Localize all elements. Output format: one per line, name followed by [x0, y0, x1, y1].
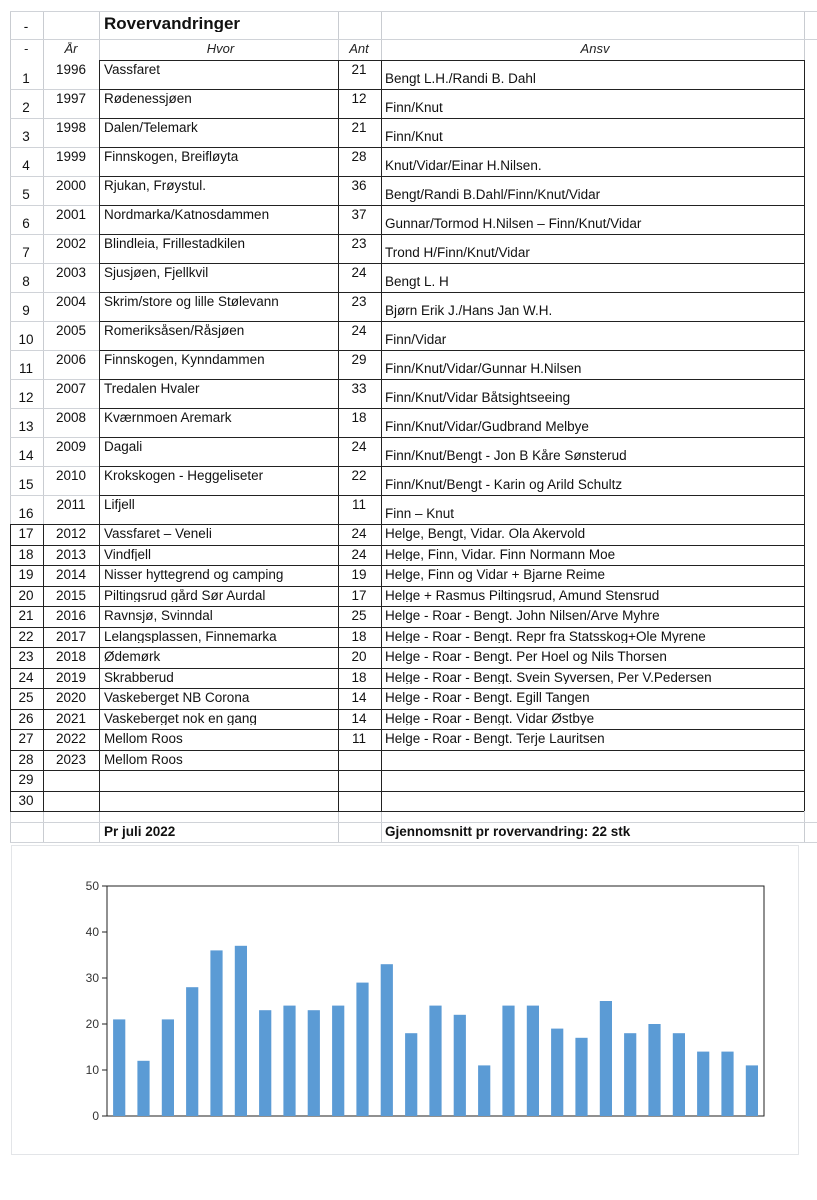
row-location: Rjukan, Frøystul. — [104, 179, 207, 193]
bar-2015 — [575, 1038, 587, 1116]
row-location: Rødenessjøen — [104, 92, 192, 106]
row-location: Vaskeberget nok en gang — [104, 711, 257, 725]
bar-2004 — [308, 1010, 320, 1116]
row-location: Vaskeberget NB Corona — [104, 691, 250, 705]
row-year: 2012 — [55, 527, 87, 541]
row-number: 10 — [18, 333, 34, 347]
bar-2011 — [478, 1065, 490, 1116]
bar-1996 — [113, 1019, 125, 1116]
row-year: 2018 — [55, 650, 87, 664]
grid-line-h — [10, 234, 99, 235]
row-count: 36 — [351, 179, 367, 193]
row-responsible: Helge, Finn, Vidar. Finn Normann Moe — [385, 547, 616, 561]
y-tick-label: 50 — [85, 879, 99, 893]
grid-line-h — [10, 466, 99, 467]
grid-line-h — [99, 60, 804, 61]
grid-line-h — [10, 39, 817, 40]
row-responsible: Finn/Knut/Bengt - Jon B Kåre Sønsterud — [385, 449, 627, 463]
row-location: Blindleia, Frillestadkilen — [104, 237, 246, 251]
row-location: Vassfaret — [104, 63, 161, 77]
bar-1997 — [137, 1061, 149, 1116]
row-year: 2023 — [55, 752, 87, 766]
row-count: 22 — [351, 469, 367, 483]
row-number: 14 — [18, 449, 34, 463]
bar-1999 — [186, 987, 198, 1116]
row-year: 1998 — [55, 121, 87, 135]
row-year: 2009 — [55, 440, 87, 454]
grid-line-h — [10, 688, 804, 689]
grid-line-h — [99, 176, 804, 177]
bar-chart — [11, 845, 799, 1155]
grid-line-h — [10, 668, 804, 669]
grid-line-h — [10, 586, 804, 587]
footer-date: Pr juli 2022 — [104, 825, 176, 839]
row-count: 25 — [351, 609, 367, 623]
grid-line-h — [10, 11, 817, 12]
bar-2012 — [502, 1006, 514, 1116]
row-number: 24 — [18, 670, 34, 684]
row-responsible: Knut/Vidar/Einar H.Nilsen. — [385, 159, 542, 173]
row-responsible: Helge - Roar - Bengt. Terje Lauritsen — [385, 732, 605, 746]
row-number: 5 — [22, 188, 30, 202]
row-year: 2016 — [55, 609, 87, 623]
row-number: 26 — [18, 711, 34, 725]
bar-2017 — [624, 1033, 636, 1116]
header-year: År — [64, 42, 78, 55]
row-count: 21 — [351, 63, 367, 77]
row-count: 21 — [351, 121, 367, 135]
row-count: 18 — [351, 629, 367, 643]
row-responsible: Helge - Roar - Bengt. Repr fra Statsskog+Ole Myrene — [385, 629, 706, 643]
row-number: 27 — [18, 732, 34, 746]
bar-2003 — [283, 1006, 295, 1116]
row-number: 7 — [22, 246, 30, 260]
row-count: 11 — [351, 732, 366, 746]
row-number: 16 — [18, 507, 34, 521]
row-location: Lelangsplassen, Finnemarka — [104, 629, 277, 643]
row-year: 2014 — [55, 568, 87, 582]
row-responsible: Bengt/Randi B.Dahl/Finn/Knut/Vidar — [385, 188, 601, 202]
row-responsible: Helge + Rasmus Piltingsrud, Amund Stensrud — [385, 588, 660, 602]
row-count: 24 — [351, 547, 367, 561]
row-location: Nisser hyttegrend og camping — [104, 568, 284, 582]
row-responsible: Finn/Knut — [385, 101, 443, 115]
row-count: 17 — [351, 588, 367, 602]
row-location: Dagali — [104, 440, 143, 454]
grid-line-h — [10, 791, 804, 792]
row-year: 2003 — [55, 266, 87, 280]
row-year: 2007 — [55, 382, 87, 396]
grid-line-h — [99, 466, 804, 467]
row-number: 20 — [18, 588, 34, 602]
row-number: 18 — [18, 547, 34, 561]
row-count: 24 — [351, 527, 367, 541]
row-number: 6 — [22, 217, 30, 231]
row-location: Skrim/store og lille Stølevann — [104, 295, 279, 309]
row-count: 14 — [351, 711, 367, 725]
grid-line-h — [99, 89, 804, 90]
row-count: 24 — [351, 440, 367, 454]
row-location: Kværnmoen Aremark — [104, 411, 232, 425]
bar-2016 — [600, 1001, 612, 1116]
row-count: 11 — [351, 498, 366, 512]
row-number: 8 — [22, 275, 30, 289]
row-responsible: Helge, Bengt, Vidar. Ola Akervold — [385, 527, 586, 541]
row-number: 19 — [18, 568, 34, 582]
row-number: 22 — [18, 629, 34, 643]
grid-line-h — [10, 524, 804, 525]
row-year: 2017 — [55, 629, 87, 643]
row-number: 2 — [22, 101, 30, 115]
row-responsible: Helge, Finn og Vidar + Bjarne Reime — [385, 568, 605, 582]
row-location: Vassfaret – Veneli — [104, 527, 212, 541]
header-where: Hvor — [206, 42, 235, 55]
y-tick-label: 40 — [85, 925, 99, 939]
row-count: 18 — [351, 411, 367, 425]
grid-line-v — [99, 60, 100, 811]
row-number: 21 — [18, 609, 34, 623]
row-number: 15 — [18, 478, 34, 492]
grid-line-h — [10, 842, 817, 843]
grid-line-h — [10, 627, 804, 628]
header-responsible: Ansv — [580, 42, 610, 55]
grid-line-h — [99, 118, 804, 119]
bar-1998 — [162, 1019, 174, 1116]
row-count: 19 — [351, 568, 367, 582]
row-location: Tredalen Hvaler — [104, 382, 200, 396]
y-tick-label: 20 — [85, 1017, 99, 1031]
row-location: Dalen/Telemark — [104, 121, 198, 135]
row-location: Mellom Roos — [104, 732, 183, 746]
row-year: 2015 — [55, 588, 87, 602]
bar-2009 — [429, 1006, 441, 1116]
grid-line-h — [10, 709, 804, 710]
grid-line-h — [10, 379, 99, 380]
row-count: 24 — [351, 324, 367, 338]
row-number: 29 — [18, 773, 34, 787]
row-year: 2001 — [55, 208, 87, 222]
row-number: 28 — [18, 752, 34, 766]
row-responsible: Bengt L.H./Randi B. Dahl — [385, 72, 536, 86]
header-index: - — [23, 42, 29, 55]
row-responsible: Gunnar/Tormod H.Nilsen – Finn/Knut/Vidar — [385, 217, 642, 231]
row-year: 1996 — [55, 63, 87, 77]
bar-2013 — [527, 1006, 539, 1116]
header-count: Ant — [349, 42, 369, 55]
y-tick-label: 0 — [92, 1109, 99, 1123]
grid-line-h — [10, 729, 804, 730]
row-number: 30 — [18, 793, 34, 807]
row-year: 2005 — [55, 324, 87, 338]
bar-2018 — [648, 1024, 660, 1116]
row-count: 20 — [351, 650, 367, 664]
row-location: Ravnsjø, Svinndal — [104, 609, 213, 623]
row-year: 2000 — [55, 179, 87, 193]
grid-line-h — [10, 205, 99, 206]
row-responsible: Helge - Roar - Bengt. Svein Syversen, Per V.Pedersen — [385, 670, 712, 684]
grid-line-h — [10, 408, 99, 409]
row-year: 2004 — [55, 295, 87, 309]
row-responsible: Finn – Knut — [385, 507, 455, 521]
row-responsible: Finn/Knut — [385, 130, 443, 144]
row-count: 23 — [351, 237, 367, 251]
grid-line-h — [10, 118, 99, 119]
row-count: 14 — [351, 691, 367, 705]
row-year: 2011 — [56, 498, 86, 512]
row-responsible: Helge - Roar - Bengt. Egill Tangen — [385, 691, 590, 705]
grid-line-h — [99, 350, 804, 351]
row-year: 2006 — [55, 353, 87, 367]
row-number: 13 — [18, 420, 34, 434]
grid-line-v — [381, 60, 382, 811]
bar-2010 — [454, 1015, 466, 1116]
row-number: 12 — [18, 391, 34, 405]
grid-line-h — [99, 263, 804, 264]
row-responsible: Finn/Knut/Vidar Båtsightseeing — [385, 391, 571, 405]
row-number: 9 — [22, 304, 30, 318]
grid-line-h — [10, 147, 99, 148]
row-count: 18 — [351, 670, 367, 684]
row-number: 23 — [18, 650, 34, 664]
row-location: Vindfjell — [104, 547, 152, 561]
row-location: Lifjell — [104, 498, 135, 512]
row-count: 29 — [351, 353, 367, 367]
row-location: Nordmarka/Katnosdammen — [104, 208, 270, 222]
row-count: 28 — [351, 150, 367, 164]
bar-2008 — [405, 1033, 417, 1116]
row-responsible: Finn/Knut/Vidar/Gudbrand Melbye — [385, 420, 589, 434]
chart-svg — [12, 846, 798, 1154]
row-responsible: Finn/Vidar — [385, 333, 447, 347]
grid-line-h — [99, 205, 804, 206]
grid-line-h — [10, 350, 99, 351]
row-number: 11 — [18, 362, 33, 376]
grid-line-h — [10, 811, 804, 812]
bar-2014 — [551, 1029, 563, 1116]
grid-line-h — [10, 176, 99, 177]
row-location: Piltingsrud gård Sør Aurdal — [104, 588, 266, 602]
grid-line-h — [99, 234, 804, 235]
row-responsible: Helge - Roar - Bengt. John Nilsen/Arve Myhre — [385, 609, 660, 623]
corner-dash: - — [23, 20, 29, 34]
grid-line-h — [10, 263, 99, 264]
bar-2020 — [697, 1052, 709, 1116]
bar-2001 — [235, 946, 247, 1116]
row-location: Finnskogen, Kynndammen — [104, 353, 265, 367]
row-year: 2002 — [55, 237, 87, 251]
row-location: Sjusjøen, Fjellkvil — [104, 266, 209, 280]
row-number: 17 — [18, 527, 34, 541]
row-year: 1997 — [55, 92, 87, 106]
grid-line-h — [10, 495, 99, 496]
grid-line-h — [10, 321, 99, 322]
row-responsible: Bengt L. H — [385, 275, 449, 289]
bar-2021 — [721, 1052, 733, 1116]
row-count: 37 — [351, 208, 367, 222]
grid-line-h — [99, 321, 804, 322]
row-year: 2022 — [55, 732, 87, 746]
row-responsible: Trond H/Finn/Knut/Vidar — [385, 246, 530, 260]
bar-2000 — [210, 950, 222, 1116]
row-responsible: Finn/Knut/Bengt - Karin og Arild Schultz — [385, 478, 623, 492]
row-count: 12 — [351, 92, 367, 106]
grid-line-h — [10, 89, 99, 90]
row-location: Ødemørk — [104, 650, 161, 664]
row-year: 2010 — [55, 469, 87, 483]
row-number: 4 — [22, 159, 30, 173]
row-responsible: Helge - Roar - Bengt. Vidar Østbye — [385, 711, 595, 725]
grid-line-h — [99, 147, 804, 148]
row-location: Finnskogen, Breifløyta — [104, 150, 239, 164]
row-location: Krokskogen - Heggeliseter — [104, 469, 264, 483]
row-count: 23 — [351, 295, 367, 309]
row-count: 33 — [351, 382, 367, 396]
row-location: Mellom Roos — [104, 752, 183, 766]
row-year: 2013 — [55, 547, 87, 561]
grid-line-h — [10, 565, 804, 566]
grid-line-h — [10, 770, 804, 771]
row-responsible: Finn/Knut/Vidar/Gunnar H.Nilsen — [385, 362, 582, 376]
grid-line-h — [99, 292, 804, 293]
row-year: 2020 — [55, 691, 87, 705]
bar-2002 — [259, 1010, 271, 1116]
row-year: 2021 — [55, 711, 87, 725]
row-responsible: Helge - Roar - Bengt. Per Hoel og Nils Thorsen — [385, 650, 667, 664]
grid-line-h — [10, 822, 817, 823]
row-year: 2008 — [55, 411, 87, 425]
grid-line-h — [99, 495, 804, 496]
row-year: 2019 — [55, 670, 87, 684]
grid-line-h — [99, 437, 804, 438]
bar-2005 — [332, 1006, 344, 1116]
row-location: Skrabberud — [104, 670, 174, 684]
bar-2019 — [673, 1033, 685, 1116]
bar-2006 — [356, 983, 368, 1116]
grid-line-h — [10, 292, 99, 293]
row-year: 1999 — [55, 150, 87, 164]
row-responsible: Bjørn Erik J./Hans Jan W.H. — [385, 304, 553, 318]
grid-line-h — [10, 437, 99, 438]
grid-line-h — [99, 408, 804, 409]
footer-average: Gjennomsnitt pr rovervandring: 22 stk — [385, 825, 631, 839]
y-tick-label: 30 — [85, 971, 99, 985]
sheet-title: Rovervandringer — [104, 15, 241, 32]
y-tick-label: 10 — [85, 1063, 99, 1077]
row-count: 24 — [351, 266, 367, 280]
row-number: 1 — [22, 72, 30, 86]
row-number: 25 — [18, 691, 34, 705]
grid-line-h — [10, 750, 804, 751]
bar-2007 — [381, 964, 393, 1116]
grid-line-h — [10, 545, 804, 546]
grid-line-h — [10, 647, 804, 648]
row-location: Romeriksåsen/Råsjøen — [104, 324, 245, 338]
grid-line-h — [99, 379, 804, 380]
row-number: 3 — [22, 130, 30, 144]
grid-line-h — [10, 606, 804, 607]
bar-2022 — [746, 1065, 758, 1116]
